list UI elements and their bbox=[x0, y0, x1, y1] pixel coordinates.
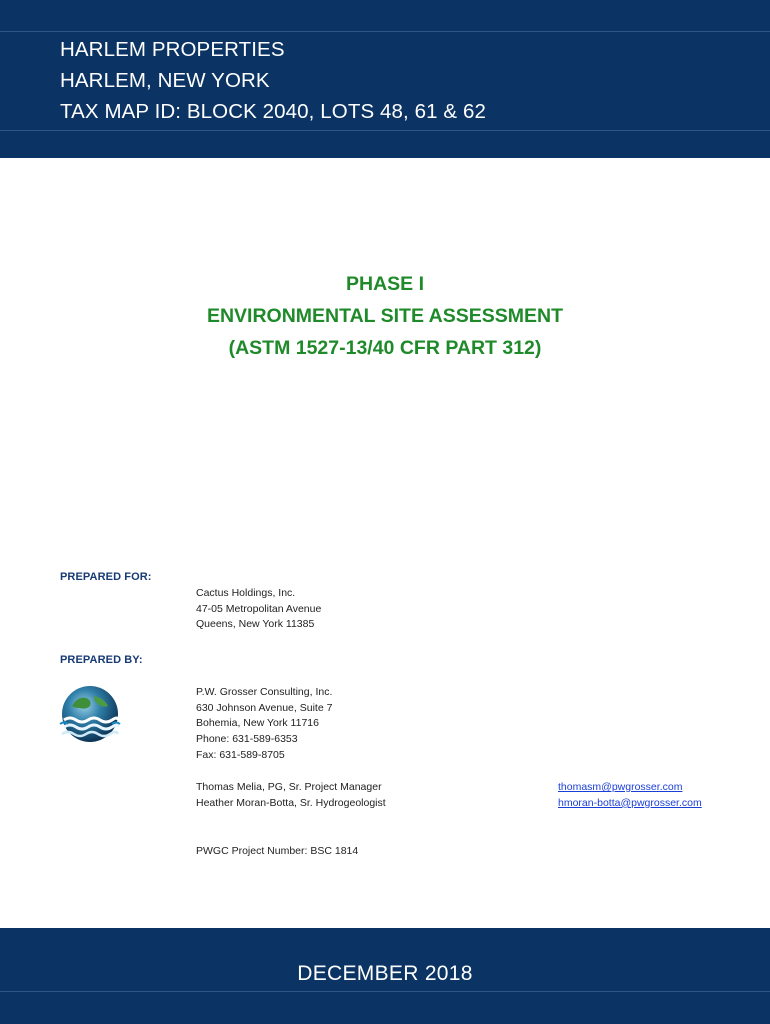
globe-water-logo-icon bbox=[58, 684, 122, 748]
title-line-assessment: ENVIRONMENTAL SITE ASSESSMENT bbox=[206, 305, 564, 327]
header-rule-bottom bbox=[0, 130, 770, 131]
contact-list bbox=[196, 780, 386, 811]
client-name: Cactus Holdings, Inc. bbox=[196, 587, 296, 599]
consultant-street: 630 Johnson Avenue, Suite 7 bbox=[196, 701, 333, 714]
consultant-fax: Fax: 631-589-8705 bbox=[196, 748, 285, 761]
contact-emails bbox=[558, 780, 702, 811]
consultant-name: P.W. Grosser Consulting, Inc. bbox=[196, 686, 333, 698]
header-line-tax-map: TAX MAP ID: BLOCK 2040, LOTS 48, 61 & 62 bbox=[60, 100, 486, 123]
client-city: Queens, New York 11385 bbox=[196, 618, 315, 631]
contact-heather-moran-botta: Heather Moran-Botta, Sr. Hydrogeologist bbox=[196, 796, 386, 809]
title-line-phase: PHASE I bbox=[345, 273, 425, 295]
footer-rule bbox=[0, 991, 770, 992]
title-line-standard: (ASTM 1527-13/40 CFR PART 312) bbox=[228, 337, 542, 359]
header-line-property: HARLEM PROPERTIES bbox=[60, 38, 285, 61]
client-street: 47-05 Metropolitan Avenue bbox=[196, 602, 322, 615]
prepared-for-address bbox=[196, 586, 321, 633]
header-line-location: HARLEM, NEW YORK bbox=[60, 69, 270, 92]
header-text bbox=[60, 34, 486, 127]
email-link-thomas[interactable]: thomasm@pwgrosser.com bbox=[558, 781, 683, 793]
consultant-city: Bohemia, New York 11716 bbox=[196, 717, 319, 730]
report-title bbox=[0, 268, 770, 364]
header-rule-top bbox=[0, 31, 770, 32]
contact-thomas-melia: Thomas Melia, PG, Sr. Project Manager bbox=[196, 781, 382, 793]
consultant-phone: Phone: 631-589-6353 bbox=[196, 733, 298, 746]
prepared-by-label: PREPARED BY: bbox=[60, 654, 143, 666]
prepared-for-label: PREPARED FOR: bbox=[60, 571, 152, 583]
report-date: DECEMBER 2018 bbox=[297, 962, 473, 985]
project-number: PWGC Project Number: BSC 1814 bbox=[196, 845, 359, 857]
prepared-by-address bbox=[196, 685, 332, 764]
email-link-heather[interactable]: hmoran-botta@pwgrosser.com bbox=[558, 796, 702, 809]
